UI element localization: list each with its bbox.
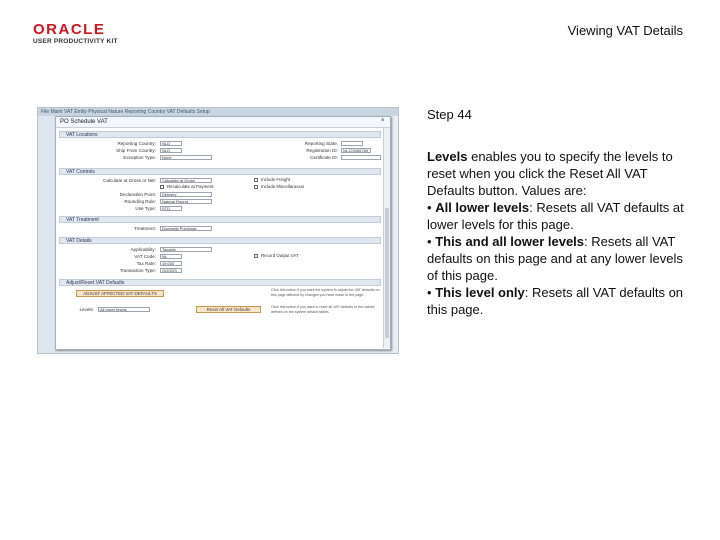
treatment-field[interactable]: Domestic Purchase: [160, 226, 212, 231]
bullet-term: This level only: [435, 285, 525, 300]
reporting-country-label: Reporting Country:: [117, 141, 156, 146]
exception-type-select[interactable]: None: [160, 155, 212, 160]
modal-title-bar: [56, 117, 390, 128]
intro-text: enables you to specify the levels to reset when you click the Reset All VAT Defaults button. Values are:: [427, 149, 673, 198]
screenshot-background-panel: [38, 116, 56, 353]
section-vat-details[interactable]: VAT Details: [59, 237, 381, 244]
application-screenshot: [37, 107, 399, 354]
vat-modal-window: [55, 116, 391, 350]
step-intro: [427, 148, 689, 199]
bullet-this-level-only: [427, 284, 689, 318]
vat-code-field[interactable]: NL: [160, 254, 182, 259]
adjust-affected-vat-defaults-button[interactable]: ADJUST AFFECTED VAT DEFAULTS: [76, 290, 164, 297]
include-misc-checkbox[interactable]: [254, 185, 258, 189]
tax-rate-label: Tax Rate:: [136, 261, 156, 266]
oracle-upk-logo: [33, 22, 125, 46]
levels-label: Levels:: [79, 307, 94, 312]
certificate-id-label: Certificate ID:: [310, 155, 338, 160]
include-freight-label: Include Freight: [261, 177, 291, 182]
bullet-all-lower-levels: [427, 199, 689, 233]
section-adjust-reset[interactable]: Adjust/Reset VAT Defaults: [59, 279, 381, 286]
declaration-point-label: Declaration Point:: [119, 192, 156, 197]
levels-select[interactable]: All lower levels: [98, 307, 150, 312]
vat-code-label: VAT Code:: [134, 254, 156, 259]
reset-all-vat-defaults-button[interactable]: Reset All VAT Defaults: [196, 306, 261, 313]
adjust-note: Click this button if you want the system to adjust the VAT defaults on this page affected by changes you have made to the page.: [271, 288, 380, 297]
use-type-label: Use Type:: [135, 206, 156, 211]
modal-scrollbar[interactable]: [383, 128, 390, 348]
screenshot-nav-bar: File Maint VAT Entity Physical Nature Reporting Country VAT Defaults Setup: [38, 108, 399, 116]
calculate-gross-net-label: Calculate at Gross or Net:: [103, 178, 156, 183]
step-description: [427, 148, 689, 318]
bullet-term: This and all lower levels: [435, 234, 585, 249]
recalculate-payment-label: Recalculate at Payment: [167, 184, 214, 189]
bullet-text: : Resets all VAT defaults at lower levels for this page.: [427, 200, 684, 232]
registration-id-field[interactable]: NL123456789: [341, 148, 371, 153]
section-vat-locations[interactable]: VAT Locations: [59, 131, 381, 138]
scrollbar-thumb[interactable]: [385, 208, 389, 338]
logo-subtitle: USER PRODUCTIVITY KIT: [33, 38, 118, 45]
bullet-this-and-lower-levels: [427, 233, 689, 284]
bullet-term: All lower levels: [435, 200, 530, 215]
bullet-glyph: •: [427, 200, 432, 215]
recalculate-payment-checkbox[interactable]: [160, 185, 164, 189]
levels-term: Levels: [427, 149, 468, 164]
page-title: Viewing VAT Details: [567, 23, 683, 38]
modal-title: PO Schedule VAT: [60, 119, 108, 125]
rounding-rule-label: Rounding Rule:: [124, 199, 156, 204]
reporting-state-label: Reporting State:: [304, 141, 338, 146]
tax-rate-field: 19.000: [160, 261, 182, 266]
close-icon[interactable]: ×: [381, 118, 385, 124]
section-vat-treatment[interactable]: VAT Treatment: [59, 216, 381, 223]
record-output-vat-checkbox[interactable]: [254, 254, 258, 258]
certificate-id-field[interactable]: [341, 155, 381, 160]
use-type-field[interactable]: STD: [160, 206, 182, 211]
step-number: Step 44: [427, 107, 472, 122]
bullet-text: : Resets all VAT defaults on this page.: [427, 285, 684, 317]
transaction-type-field[interactable]: GOODS: [160, 268, 182, 273]
treatment-label: Treatment:: [133, 226, 156, 231]
transaction-type-label: Transaction Type:: [119, 268, 156, 273]
include-misc-label: Include Miscellaneous: [261, 184, 305, 189]
record-output-vat-label: Record Output VAT: [261, 253, 299, 258]
bullet-text: : Resets all VAT defaults on this page and at any lower levels of this page.: [427, 234, 683, 283]
reset-note: Click this button if you want to reset all VAT defaults to the values defined on the system default tables.: [271, 305, 375, 314]
section-vat-controls[interactable]: VAT Controls: [59, 168, 381, 175]
exception-type-label: Exception Type:: [123, 155, 156, 160]
calculate-gross-net-select[interactable]: Calculate at Gross: [160, 178, 212, 183]
logo-word: ORACLE: [33, 21, 106, 38]
rounding-rule-select[interactable]: Natural Round: [160, 199, 212, 204]
applicability-select[interactable]: Taxable: [160, 247, 212, 252]
bullet-glyph: •: [427, 285, 432, 300]
applicability-label: Applicability:: [130, 247, 156, 252]
include-freight-checkbox[interactable]: [254, 178, 258, 182]
reporting-state-field[interactable]: [341, 141, 363, 146]
bullet-glyph: •: [427, 234, 432, 249]
registration-id-label: Registration ID:: [306, 148, 338, 153]
reporting-country-field[interactable]: NLD: [160, 141, 182, 146]
ship-from-country-label: Ship From Country:: [116, 148, 156, 153]
ship-from-country-field[interactable]: NLD: [160, 148, 182, 153]
declaration-point-select[interactable]: Delivery: [160, 192, 212, 197]
